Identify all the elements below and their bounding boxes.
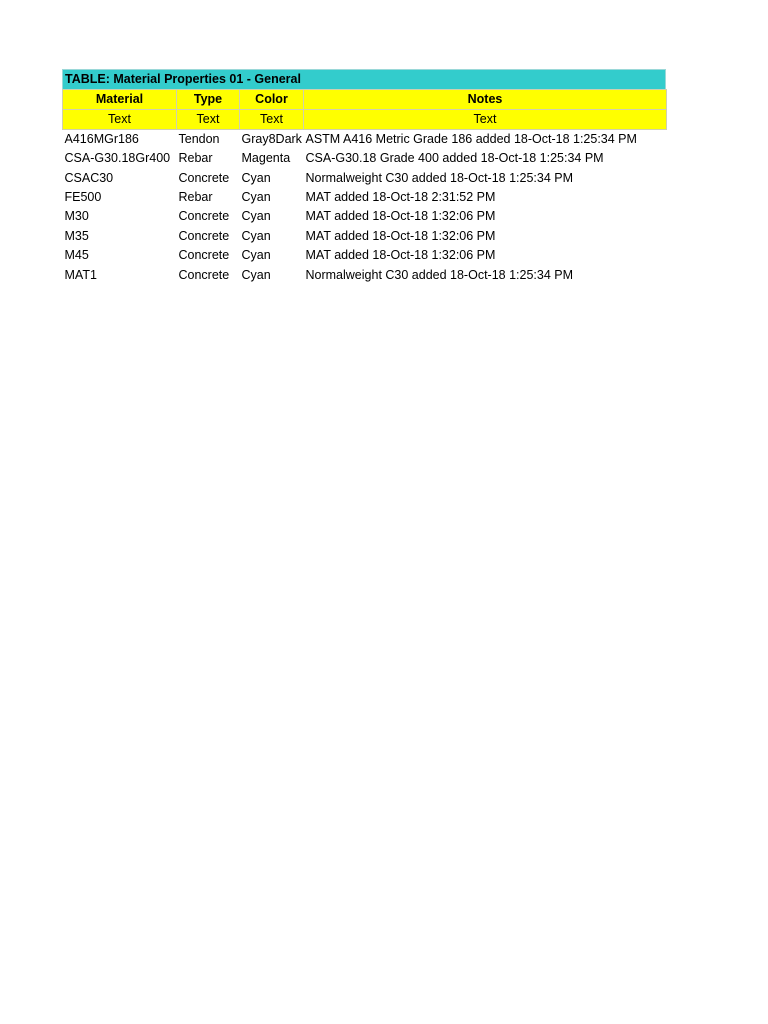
cell-type: Concrete bbox=[178, 228, 230, 243]
table-row bbox=[63, 246, 667, 265]
header-row bbox=[63, 90, 667, 110]
cell-color: Magenta bbox=[241, 151, 291, 166]
cell-notes: Normalweight C30 added 18-Oct-18 1:25:34 PM bbox=[305, 267, 574, 282]
table-row bbox=[63, 149, 667, 168]
cell-type: Concrete bbox=[178, 209, 230, 224]
material-properties-table bbox=[62, 89, 667, 285]
column-header-type: Type bbox=[177, 90, 240, 110]
table-row bbox=[63, 265, 667, 284]
material-properties-sheet bbox=[62, 69, 666, 285]
cell-type: Rebar bbox=[178, 151, 213, 166]
table-row bbox=[63, 130, 667, 150]
cell-notes: CSA-G30.18 Grade 400 added 18-Oct-18 1:25:34 PM bbox=[305, 151, 604, 166]
cell-material: CSAC30 bbox=[64, 170, 114, 185]
table-row bbox=[63, 168, 667, 187]
units-row bbox=[63, 110, 667, 130]
cell-notes: MAT added 18-Oct-18 2:31:52 PM bbox=[305, 189, 496, 204]
cell-type: Concrete bbox=[178, 170, 230, 185]
cell-notes: ASTM A416 Metric Grade 186 added 18-Oct-18 1:25:34 PM bbox=[305, 132, 637, 146]
cell-notes: MAT added 18-Oct-18 1:32:06 PM bbox=[305, 248, 496, 263]
unit-type: Text bbox=[177, 110, 240, 130]
cell-type: Concrete bbox=[178, 267, 230, 282]
cell-color: Cyan bbox=[241, 170, 271, 185]
cell-color: Cyan bbox=[241, 209, 271, 224]
table-row bbox=[63, 207, 667, 226]
cell-notes: Normalweight C30 added 18-Oct-18 1:25:34 PM bbox=[305, 170, 574, 185]
cell-color: Cyan bbox=[241, 228, 271, 243]
cell-material: MAT1 bbox=[64, 267, 97, 282]
cell-material: M30 bbox=[64, 209, 89, 224]
cell-material: M35 bbox=[64, 228, 89, 243]
table-title: TABLE: Material Properties 01 - General bbox=[62, 69, 666, 89]
cell-notes: MAT added 18-Oct-18 1:32:06 PM bbox=[305, 209, 496, 224]
cell-color: Gray8Dark bbox=[241, 132, 302, 146]
cell-color: Cyan bbox=[241, 267, 271, 282]
table-row bbox=[63, 188, 667, 207]
cell-type: Concrete bbox=[178, 248, 230, 263]
unit-notes: Text bbox=[304, 110, 667, 130]
table-row bbox=[63, 227, 667, 246]
cell-material: FE500 bbox=[64, 189, 102, 204]
cell-color: Cyan bbox=[241, 248, 271, 263]
column-header-material: Material bbox=[63, 90, 177, 110]
cell-type: Rebar bbox=[178, 189, 213, 204]
cell-type: Tendon bbox=[178, 132, 220, 146]
column-header-notes: Notes bbox=[304, 90, 667, 110]
unit-material: Text bbox=[63, 110, 177, 130]
unit-color: Text bbox=[240, 110, 304, 130]
cell-notes: MAT added 18-Oct-18 1:32:06 PM bbox=[305, 228, 496, 243]
cell-material: A416MGr186 bbox=[64, 132, 139, 146]
column-header-color: Color bbox=[240, 90, 304, 110]
cell-material: M45 bbox=[64, 248, 89, 263]
cell-color: Cyan bbox=[241, 189, 271, 204]
cell-material: CSA-G30.18Gr400 bbox=[64, 151, 171, 166]
